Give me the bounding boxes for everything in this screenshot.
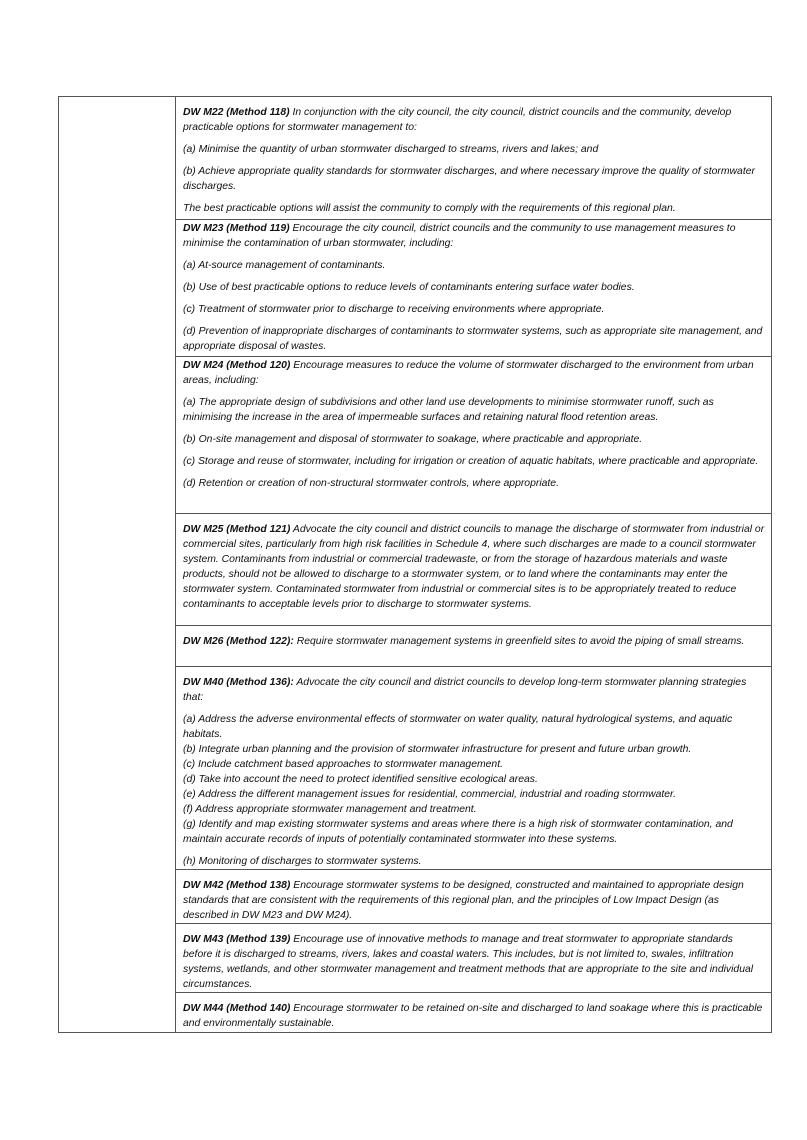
method-ref: DW M26 (Method 122):	[183, 636, 294, 647]
method-text: Encourage measures to reduce the volume of stormwater discharged to the environment from urban areas, including:	[183, 360, 754, 386]
method-text: Encourage the city council, district councils and the community to use management measures to minimise the contamination of urban stormwater, including:	[183, 223, 736, 249]
paragraph	[183, 878, 765, 923]
method-row-m24	[176, 357, 771, 514]
list-item: (a) Minimise the quantity of urban stormwater discharged to streams, rivers and lakes; and	[183, 144, 599, 155]
list-item: (c) Storage and reuse of stormwater, including for irrigation or creation of aquatic habitats, where practicable and appropriate.	[183, 456, 759, 467]
method-text: Advocate the city council and district councils to manage the discharge of stormwater from industrial or commercial sites, particularly from high risk facilities in Schedule 4, where such discharges are made to a council stormwater system. Contaminants from industrial or commercial tradewaste, or from the storage of hazardous materials and waste products, should not be allowed to discharge to a stormwater system, or to land where the contaminants may enter the stormwater system. Contaminated stormwater from industrial or commercial sites is to be appropriately treated to reduce contaminants to acceptable levels prior to discharge to stormwater systems.	[183, 524, 765, 610]
method-text: Encourage use of innovative methods to manage and treat stormwater to appropriate standards before it is discharged to streams, rivers, lakes and coastal waters. This includes, but is not limited to, swales, infiltration systems, wetlands, and other stormwater management and treatment methods that are appropriate to the site and individual circumstances.	[183, 934, 754, 990]
paragraph	[183, 1001, 765, 1031]
list-item: (a) The appropriate design of subdivisions and other land use developments to minimise stormwater runoff, such as minimising the increase in the area of impermeable surfaces and retaining natural flood retention areas.	[183, 397, 714, 423]
list-item: (g) Identify and map existing stormwater systems and areas where there is a high risk of stormwater contamination, and maintain accurate records of inputs of potentially contaminated stormwater into these systems.	[183, 819, 733, 845]
paragraph	[183, 522, 765, 612]
method-row-m44	[176, 993, 771, 1032]
left-column	[59, 97, 176, 1032]
method-ref: DW M24 (Method 120)	[183, 360, 291, 371]
method-row-m40	[176, 667, 771, 870]
list-item: (d) Retention or creation of non-structural stormwater controls, where appropriate.	[183, 478, 559, 489]
method-ref: DW M23 (Method 119)	[183, 223, 290, 234]
paragraph	[183, 675, 765, 705]
paragraph	[183, 105, 765, 135]
list-item: (b) Integrate urban planning and the provision of stormwater infrastructure for present and future urban growth.	[183, 744, 692, 755]
paragraph	[183, 221, 765, 251]
list-item: (a) Address the adverse environmental effects of stormwater on water quality, natural hydrological systems, and aquatic habitats.	[183, 714, 733, 740]
method-text: Encourage stormwater systems to be designed, constructed and maintained to appropriate design standards that are consistent with the requirements of this regional plan, and the principles of Low Impact Design (as described in DW M23 and DW M24).	[183, 880, 744, 921]
method-text: In conjunction with the city council, the city council, district councils and the community, develop practicable options for stormwater management to:	[183, 107, 732, 133]
method-ref: DW M42 (Method 138)	[183, 880, 291, 891]
method-row-m25	[176, 514, 771, 626]
list-item: (d) Prevention of inappropriate discharges of contaminants to stormwater systems, such as appropriate site management, and appropriate disposal of wastes.	[183, 326, 763, 352]
list-item: (b) Use of best practicable options to reduce levels of contaminants entering surface water bodies.	[183, 282, 635, 293]
list-item: (c) Treatment of stormwater prior to discharge to receiving environments where appropriate.	[183, 304, 605, 315]
closing-text: The best practicable options will assist the community to comply with the requirements of this regional plan.	[183, 203, 676, 214]
method-text: Require stormwater management systems in greenfield sites to avoid the piping of small streams.	[296, 636, 745, 647]
paragraph	[183, 634, 765, 649]
paragraph	[183, 358, 765, 388]
method-text: Encourage stormwater to be retained on-site and discharged to land soakage where this is practicable and environmentally sustainable.	[183, 1003, 763, 1029]
method-row-m43	[176, 924, 771, 993]
method-ref: DW M43 (Method 139)	[183, 934, 291, 945]
list-item: (c) Include catchment based approaches to stormwater management.	[183, 759, 503, 770]
list-item: (d) Take into account the need to protect identified sensitive ecological areas.	[183, 774, 538, 785]
method-row-m23	[176, 220, 771, 357]
list-item: (b) Achieve appropriate quality standards for stormwater discharges, and where necessary improve the quality of stormwater discharges.	[183, 166, 755, 192]
methods-column	[176, 97, 771, 1032]
policy-table	[58, 96, 772, 1033]
list-item: (f) Address appropriate stormwater management and treatment.	[183, 804, 477, 815]
method-row-m42	[176, 870, 771, 924]
method-ref: DW M44 (Method 140)	[183, 1003, 291, 1014]
list-item: (e) Address the different management issues for residential, commercial, industrial and roading stormwater.	[183, 789, 677, 800]
method-row-m26	[176, 626, 771, 667]
method-ref: DW M25 (Method 121)	[183, 524, 291, 535]
list-item: (b) On-site management and disposal of stormwater to soakage, where practicable and appropriate.	[183, 434, 643, 445]
method-row-m22	[176, 97, 771, 220]
list-item: (a) At-source management of contaminants.	[183, 260, 386, 271]
method-text: Advocate the city council and district councils to develop long-term stormwater planning strategies that:	[183, 677, 747, 703]
paragraph	[183, 932, 765, 992]
method-ref: DW M40 (Method 136):	[183, 677, 294, 688]
method-ref: DW M22 (Method 118)	[183, 107, 290, 118]
list-item: (h) Monitoring of discharges to stormwater systems.	[183, 856, 422, 867]
